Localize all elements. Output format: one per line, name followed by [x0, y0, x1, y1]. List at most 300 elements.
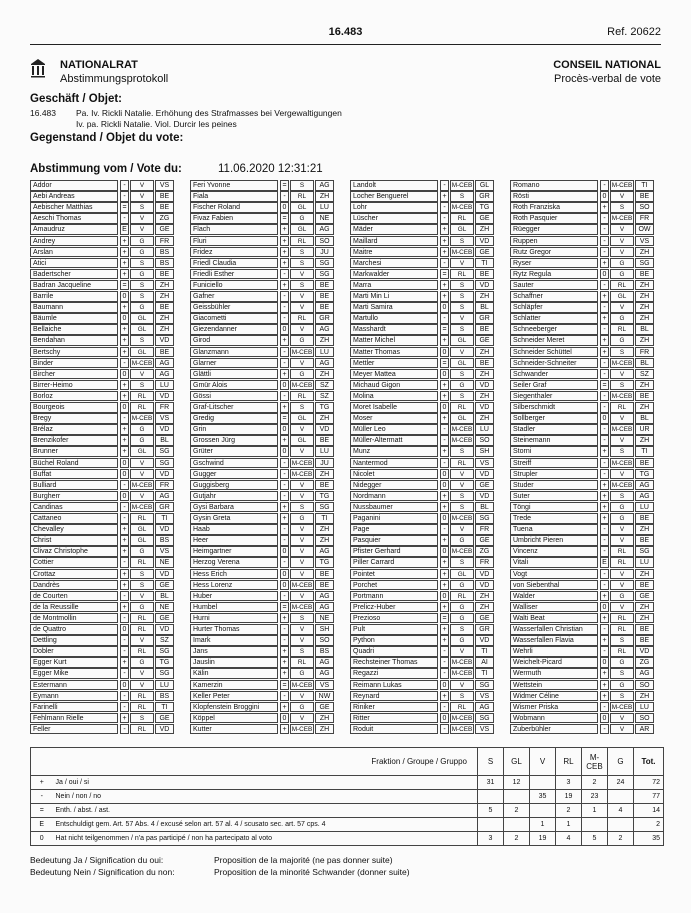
- group-code: S: [290, 502, 314, 513]
- canton-code: SG: [315, 269, 334, 280]
- member-name: Widmer Céline: [510, 691, 598, 702]
- table-row: [30, 546, 180, 557]
- group-code: V: [130, 668, 154, 679]
- member-name: Farinelli: [30, 702, 118, 713]
- group-code: GL: [290, 224, 314, 235]
- canton-code: AI: [475, 657, 494, 668]
- vote-value: 0: [440, 369, 449, 380]
- member-name: Paganini: [350, 513, 438, 524]
- canton-code: NE: [155, 602, 174, 613]
- summary-count: [530, 804, 556, 818]
- summary-total: 72: [634, 776, 664, 790]
- group-code: V: [290, 358, 314, 369]
- group-code: S: [450, 391, 474, 402]
- member-name: Vitali: [510, 557, 598, 568]
- member-name: Grüter: [190, 446, 278, 457]
- canton-code: SO: [635, 713, 654, 724]
- member-name: Page: [350, 524, 438, 535]
- table-row: [350, 213, 500, 224]
- member-name: Badran Jacqueline: [30, 280, 118, 291]
- vote-value: +: [600, 335, 609, 346]
- table-row: [510, 546, 660, 557]
- group-code: G: [290, 513, 314, 524]
- group-code: V: [290, 291, 314, 302]
- vote-value: +: [120, 347, 129, 358]
- vote-value: 0: [600, 713, 609, 724]
- vote-value: +: [440, 557, 449, 568]
- business-label: Geschäft / Objet:: [30, 93, 123, 105]
- canton-code: BS: [315, 646, 334, 657]
- vote-value: -: [280, 557, 289, 568]
- member-name: Bregy: [30, 413, 118, 424]
- canton-code: AG: [315, 602, 334, 613]
- member-name: Barrile: [30, 291, 118, 302]
- table-row: [30, 302, 180, 313]
- group-code: V: [290, 424, 314, 435]
- member-name: Schneider Meret: [510, 335, 598, 346]
- member-name: Silberschmidt: [510, 402, 598, 413]
- group-M-CEB: M-CEB: [582, 748, 608, 776]
- vote-value: -: [280, 591, 289, 602]
- table-row: [190, 247, 340, 258]
- member-name: Wermuth: [510, 668, 598, 679]
- table-row: [30, 469, 180, 480]
- group-code: G: [130, 269, 154, 280]
- group-code: S: [130, 569, 154, 580]
- vote-value: -: [120, 724, 129, 735]
- vote-value: +: [120, 335, 129, 346]
- group-code: M-CEB: [611, 182, 633, 189]
- group-code: G: [130, 302, 154, 313]
- group-code: G: [290, 369, 314, 380]
- table-row: [190, 513, 340, 524]
- member-name: Chevalley: [30, 524, 118, 535]
- group-code: M-CEB: [611, 481, 633, 489]
- canton-code: BE: [475, 358, 494, 369]
- canton-code: AG: [155, 369, 174, 380]
- canton-code: ZH: [315, 524, 334, 535]
- vote-value: -: [120, 358, 129, 369]
- table-row: [350, 524, 500, 535]
- member-name: Marra: [350, 280, 438, 291]
- member-name: Seiler Graf: [510, 380, 598, 391]
- vote-value: 0: [440, 680, 449, 691]
- summary-symbol: +: [31, 776, 53, 790]
- vote-value: +: [280, 258, 289, 269]
- vote-value: 0: [440, 713, 449, 724]
- vote-value: +: [440, 413, 449, 424]
- member-name: Gafner: [190, 291, 278, 302]
- table-row: [510, 380, 660, 391]
- vote-value: +: [440, 535, 449, 546]
- table-row: [350, 358, 500, 369]
- vote-value: +: [280, 224, 289, 235]
- table-row: [350, 502, 500, 513]
- vote-value: +: [120, 380, 129, 391]
- table-row: [30, 513, 180, 524]
- canton-code: BL: [635, 413, 654, 424]
- member-name: Moret Isabelle: [350, 402, 438, 413]
- member-name: Piller Carrard: [350, 557, 438, 568]
- vote-value: -: [120, 591, 129, 602]
- member-name: Hess Erich: [190, 569, 278, 580]
- canton-code: SG: [155, 446, 174, 457]
- summary-count: 4: [556, 832, 582, 846]
- vote-value: -: [120, 635, 129, 646]
- vote-value: +: [440, 291, 449, 302]
- table-row: [510, 702, 660, 713]
- group-code: G: [610, 335, 634, 346]
- table-row: [350, 480, 500, 491]
- member-name: Herzog Verena: [190, 557, 278, 568]
- table-row: [30, 213, 180, 224]
- canton-code: ZG: [155, 213, 174, 224]
- member-name: Büchel Roland: [30, 458, 118, 469]
- table-row: [190, 524, 340, 535]
- summary-header-row: [31, 748, 664, 776]
- canton-code: BL: [475, 502, 494, 513]
- table-row: [510, 391, 660, 402]
- vote-value: -: [280, 302, 289, 313]
- canton-code: ZH: [635, 524, 654, 535]
- summary-row: [31, 832, 664, 846]
- vote-value: +: [120, 258, 129, 269]
- group-code: M-CEB: [611, 215, 633, 223]
- canton-code: FR: [155, 480, 174, 491]
- vote-value: +: [600, 491, 609, 502]
- table-row: [510, 213, 660, 224]
- group-code: M-CEB: [131, 481, 153, 489]
- vote-value: -: [600, 224, 609, 235]
- canton-code: GR: [155, 502, 174, 513]
- canton-code: ZH: [315, 535, 334, 546]
- canton-code: VD: [155, 469, 174, 480]
- member-name: Nussbaumer: [350, 502, 438, 513]
- canton-code: BE: [315, 291, 334, 302]
- vote-value: -: [440, 213, 449, 224]
- business-title-de: Pa. Iv. Rickli Natalie. Erhöhung des Strafmasses bei Vergewaltigungen: [76, 108, 342, 118]
- canton-code: TG: [155, 657, 174, 668]
- table-row: [350, 424, 500, 435]
- table-row: [350, 613, 500, 624]
- vote-value: -: [600, 458, 609, 469]
- member-name: Egger Mike: [30, 668, 118, 679]
- member-name: Meyer Mattea: [350, 369, 438, 380]
- group-code: G: [290, 702, 314, 713]
- canton-code: VD: [155, 524, 174, 535]
- meaning-no-text: Proposition de la minorité Schwander (donner suite): [214, 867, 410, 877]
- canton-code: ZH: [635, 402, 654, 413]
- canton-code: BE: [315, 302, 334, 313]
- table-row: [30, 291, 180, 302]
- subject-label: Gegenstand / Objet du vote:: [30, 132, 184, 144]
- canton-code: BS: [155, 535, 174, 546]
- vote-value: 0: [120, 458, 129, 469]
- canton-code: GR: [475, 313, 494, 324]
- group-code: RL: [450, 702, 474, 713]
- canton-code: VS: [475, 691, 494, 702]
- table-row: [510, 646, 660, 657]
- canton-code: VD: [475, 402, 494, 413]
- canton-code: NW: [315, 691, 334, 702]
- vote-value: -: [280, 269, 289, 280]
- canton-code: LU: [635, 502, 654, 513]
- canton-code: ZH: [475, 291, 494, 302]
- vote-value: -: [600, 369, 609, 380]
- canton-code: VD: [155, 391, 174, 402]
- group-code: M-CEB: [131, 503, 153, 511]
- canton-code: BS: [155, 258, 174, 269]
- table-row: [510, 424, 660, 435]
- member-name: Nordmann: [350, 491, 438, 502]
- table-row: [190, 657, 340, 668]
- canton-code: BE: [155, 302, 174, 313]
- member-name: Martullo: [350, 313, 438, 324]
- table-row: [350, 191, 500, 202]
- table-row: [190, 668, 340, 679]
- table-row: [350, 369, 500, 380]
- group-code: S: [450, 191, 474, 202]
- member-name: Keller Peter: [190, 691, 278, 702]
- member-name: Jauslin: [190, 657, 278, 668]
- table-row: [350, 313, 500, 324]
- vote-value: =: [440, 358, 449, 369]
- summary-row: [31, 804, 664, 818]
- canton-code: BS: [155, 691, 174, 702]
- vote-value: -: [440, 435, 449, 446]
- vote-value: -: [120, 557, 129, 568]
- group-code: RL: [130, 691, 154, 702]
- member-name: Lohr: [350, 202, 438, 213]
- table-row: [190, 446, 340, 457]
- table-row: [30, 369, 180, 380]
- meaning-no-label: Bedeutung Nein / Signification du non:: [30, 867, 175, 877]
- vote-value: -: [600, 580, 609, 591]
- group-code: S: [610, 691, 634, 702]
- vote-value: +: [600, 313, 609, 324]
- member-name: Heimgartner: [190, 546, 278, 557]
- canton-code: FR: [635, 213, 654, 224]
- canton-code: LU: [475, 424, 494, 435]
- summary-count: [504, 790, 530, 804]
- member-name: Lüscher: [350, 213, 438, 224]
- vote-value: +: [440, 446, 449, 457]
- group-code: V: [610, 435, 634, 446]
- group-code: S: [130, 580, 154, 591]
- canton-code: SH: [315, 624, 334, 635]
- group-code: RL: [130, 702, 154, 713]
- council-title-fr: CONSEIL NATIONAL: [553, 59, 661, 71]
- table-row: [190, 502, 340, 513]
- vote-value: +: [280, 335, 289, 346]
- canton-code: VS: [155, 180, 174, 191]
- canton-code: SO: [635, 202, 654, 213]
- group-code: V: [450, 469, 474, 480]
- canton-code: ZH: [475, 391, 494, 402]
- group-code: GL: [130, 347, 154, 358]
- summary-count: 12: [504, 776, 530, 790]
- member-name: Romano: [510, 180, 598, 191]
- canton-code: BL: [635, 358, 654, 369]
- vote-value: -: [120, 646, 129, 657]
- canton-code: AG: [635, 491, 654, 502]
- header-right: [553, 58, 661, 86]
- group-code: S: [130, 258, 154, 269]
- member-name: Vincenz: [510, 546, 598, 557]
- vote-value: -: [280, 691, 289, 702]
- table-row: [510, 635, 660, 646]
- vote-value: -: [280, 391, 289, 402]
- table-row: [510, 458, 660, 469]
- group-code: G: [450, 380, 474, 391]
- member-name: Bäumle: [30, 313, 118, 324]
- group-code: G: [610, 269, 634, 280]
- canton-code: AG: [155, 491, 174, 502]
- group-code: V: [610, 302, 634, 313]
- canton-code: BE: [635, 535, 654, 546]
- canton-code: FR: [155, 236, 174, 247]
- vote-value: -: [600, 435, 609, 446]
- member-name: Amaudruz: [30, 224, 118, 235]
- member-name: Grossen Jürg: [190, 435, 278, 446]
- group-code: M-CEB: [611, 392, 633, 400]
- group-code: V: [290, 302, 314, 313]
- vote-value: -: [600, 236, 609, 247]
- summary-count: 23: [582, 790, 608, 804]
- member-name: Gmür Alois: [190, 380, 278, 391]
- group-code: GL: [450, 413, 474, 424]
- group-code: RL: [610, 402, 634, 413]
- canton-code: BS: [155, 247, 174, 258]
- table-row: [30, 458, 180, 469]
- canton-code: ZG: [475, 546, 494, 557]
- vote-value: +: [440, 491, 449, 502]
- member-name: Bircher: [30, 369, 118, 380]
- member-name: Walder: [510, 591, 598, 602]
- group-code: S: [450, 624, 474, 635]
- table-row: [350, 713, 500, 724]
- business-title-fr: Iv. pa. Rickli Natalie. Viol. Durcir les peines: [76, 119, 237, 129]
- group-code: S: [610, 635, 634, 646]
- member-name: Bourgeois: [30, 402, 118, 413]
- table-row: [350, 691, 500, 702]
- table-row: [350, 335, 500, 346]
- vote-value: -: [440, 702, 449, 713]
- summary-row: [31, 790, 664, 804]
- table-row: [350, 413, 500, 424]
- member-name: Dobler: [30, 646, 118, 657]
- table-row: [190, 680, 340, 691]
- canton-code: BE: [155, 202, 174, 213]
- canton-code: VD: [475, 491, 494, 502]
- canton-code: VD: [475, 236, 494, 247]
- vote-value: 0: [440, 402, 449, 413]
- table-row: [30, 347, 180, 358]
- table-row: [190, 202, 340, 213]
- group-code: M-CEB: [291, 381, 313, 389]
- vote-value: -: [280, 469, 289, 480]
- canton-code: TG: [315, 557, 334, 568]
- group-code: S: [610, 668, 634, 679]
- table-row: [30, 691, 180, 702]
- canton-code: BE: [155, 269, 174, 280]
- summary-count: [608, 790, 634, 804]
- canton-code: SO: [635, 680, 654, 691]
- table-row: [30, 613, 180, 624]
- table-row: [30, 180, 180, 191]
- canton-code: GE: [155, 224, 174, 235]
- table-row: [510, 302, 660, 313]
- vote-value: -: [120, 480, 129, 491]
- table-row: [350, 302, 500, 313]
- vote-value: -: [600, 469, 609, 480]
- vote-value: +: [440, 191, 449, 202]
- canton-code: GE: [475, 335, 494, 346]
- table-row: [30, 324, 180, 335]
- table-row: [30, 280, 180, 291]
- group-code: RL: [610, 613, 634, 624]
- group-code: GL: [290, 413, 314, 424]
- group-code: S: [130, 713, 154, 724]
- vote-value: +: [120, 424, 129, 435]
- canton-code: BE: [635, 269, 654, 280]
- table-row: [350, 380, 500, 391]
- group-code: V: [130, 469, 154, 480]
- vote-value: +: [120, 602, 129, 613]
- member-name: Aebischer Matthias: [30, 202, 118, 213]
- table-row: [350, 635, 500, 646]
- vote-value: -: [280, 491, 289, 502]
- vote-value: -: [600, 524, 609, 535]
- table-row: [190, 424, 340, 435]
- group-code: RL: [610, 646, 634, 657]
- table-row: [350, 680, 500, 691]
- group-code: V: [450, 313, 474, 324]
- table-row: [190, 313, 340, 324]
- member-name: Maillard: [350, 236, 438, 247]
- canton-code: GR: [475, 191, 494, 202]
- canton-code: VS: [635, 236, 654, 247]
- summary-count: [478, 818, 504, 832]
- table-row: [510, 524, 660, 535]
- member-name: Kutter: [190, 724, 278, 735]
- table-row: [190, 580, 340, 591]
- canton-code: ZH: [635, 569, 654, 580]
- canton-code: TG: [475, 202, 494, 213]
- canton-code: VD: [155, 569, 174, 580]
- group-code: GL: [290, 435, 314, 446]
- canton-code: AG: [315, 546, 334, 557]
- member-name: Wasserfallen Flavia: [510, 635, 598, 646]
- member-name: Egger Kurt: [30, 657, 118, 668]
- member-name: Streiff: [510, 458, 598, 469]
- vote-value: -: [600, 724, 609, 735]
- member-name: Aeschi Thomas: [30, 213, 118, 224]
- summary-count: 2: [504, 832, 530, 846]
- canton-code: GE: [475, 480, 494, 491]
- canton-code: LU: [315, 446, 334, 457]
- table-row: [350, 269, 500, 280]
- vote-value: 0: [600, 413, 609, 424]
- member-name: Hurter Thomas: [190, 624, 278, 635]
- member-name: Flach: [190, 224, 278, 235]
- member-name: Atici: [30, 258, 118, 269]
- canton-code: BE: [635, 391, 654, 402]
- table-row: [190, 213, 340, 224]
- canton-code: AG: [315, 591, 334, 602]
- vote-value: +: [600, 691, 609, 702]
- vote-value: -: [280, 535, 289, 546]
